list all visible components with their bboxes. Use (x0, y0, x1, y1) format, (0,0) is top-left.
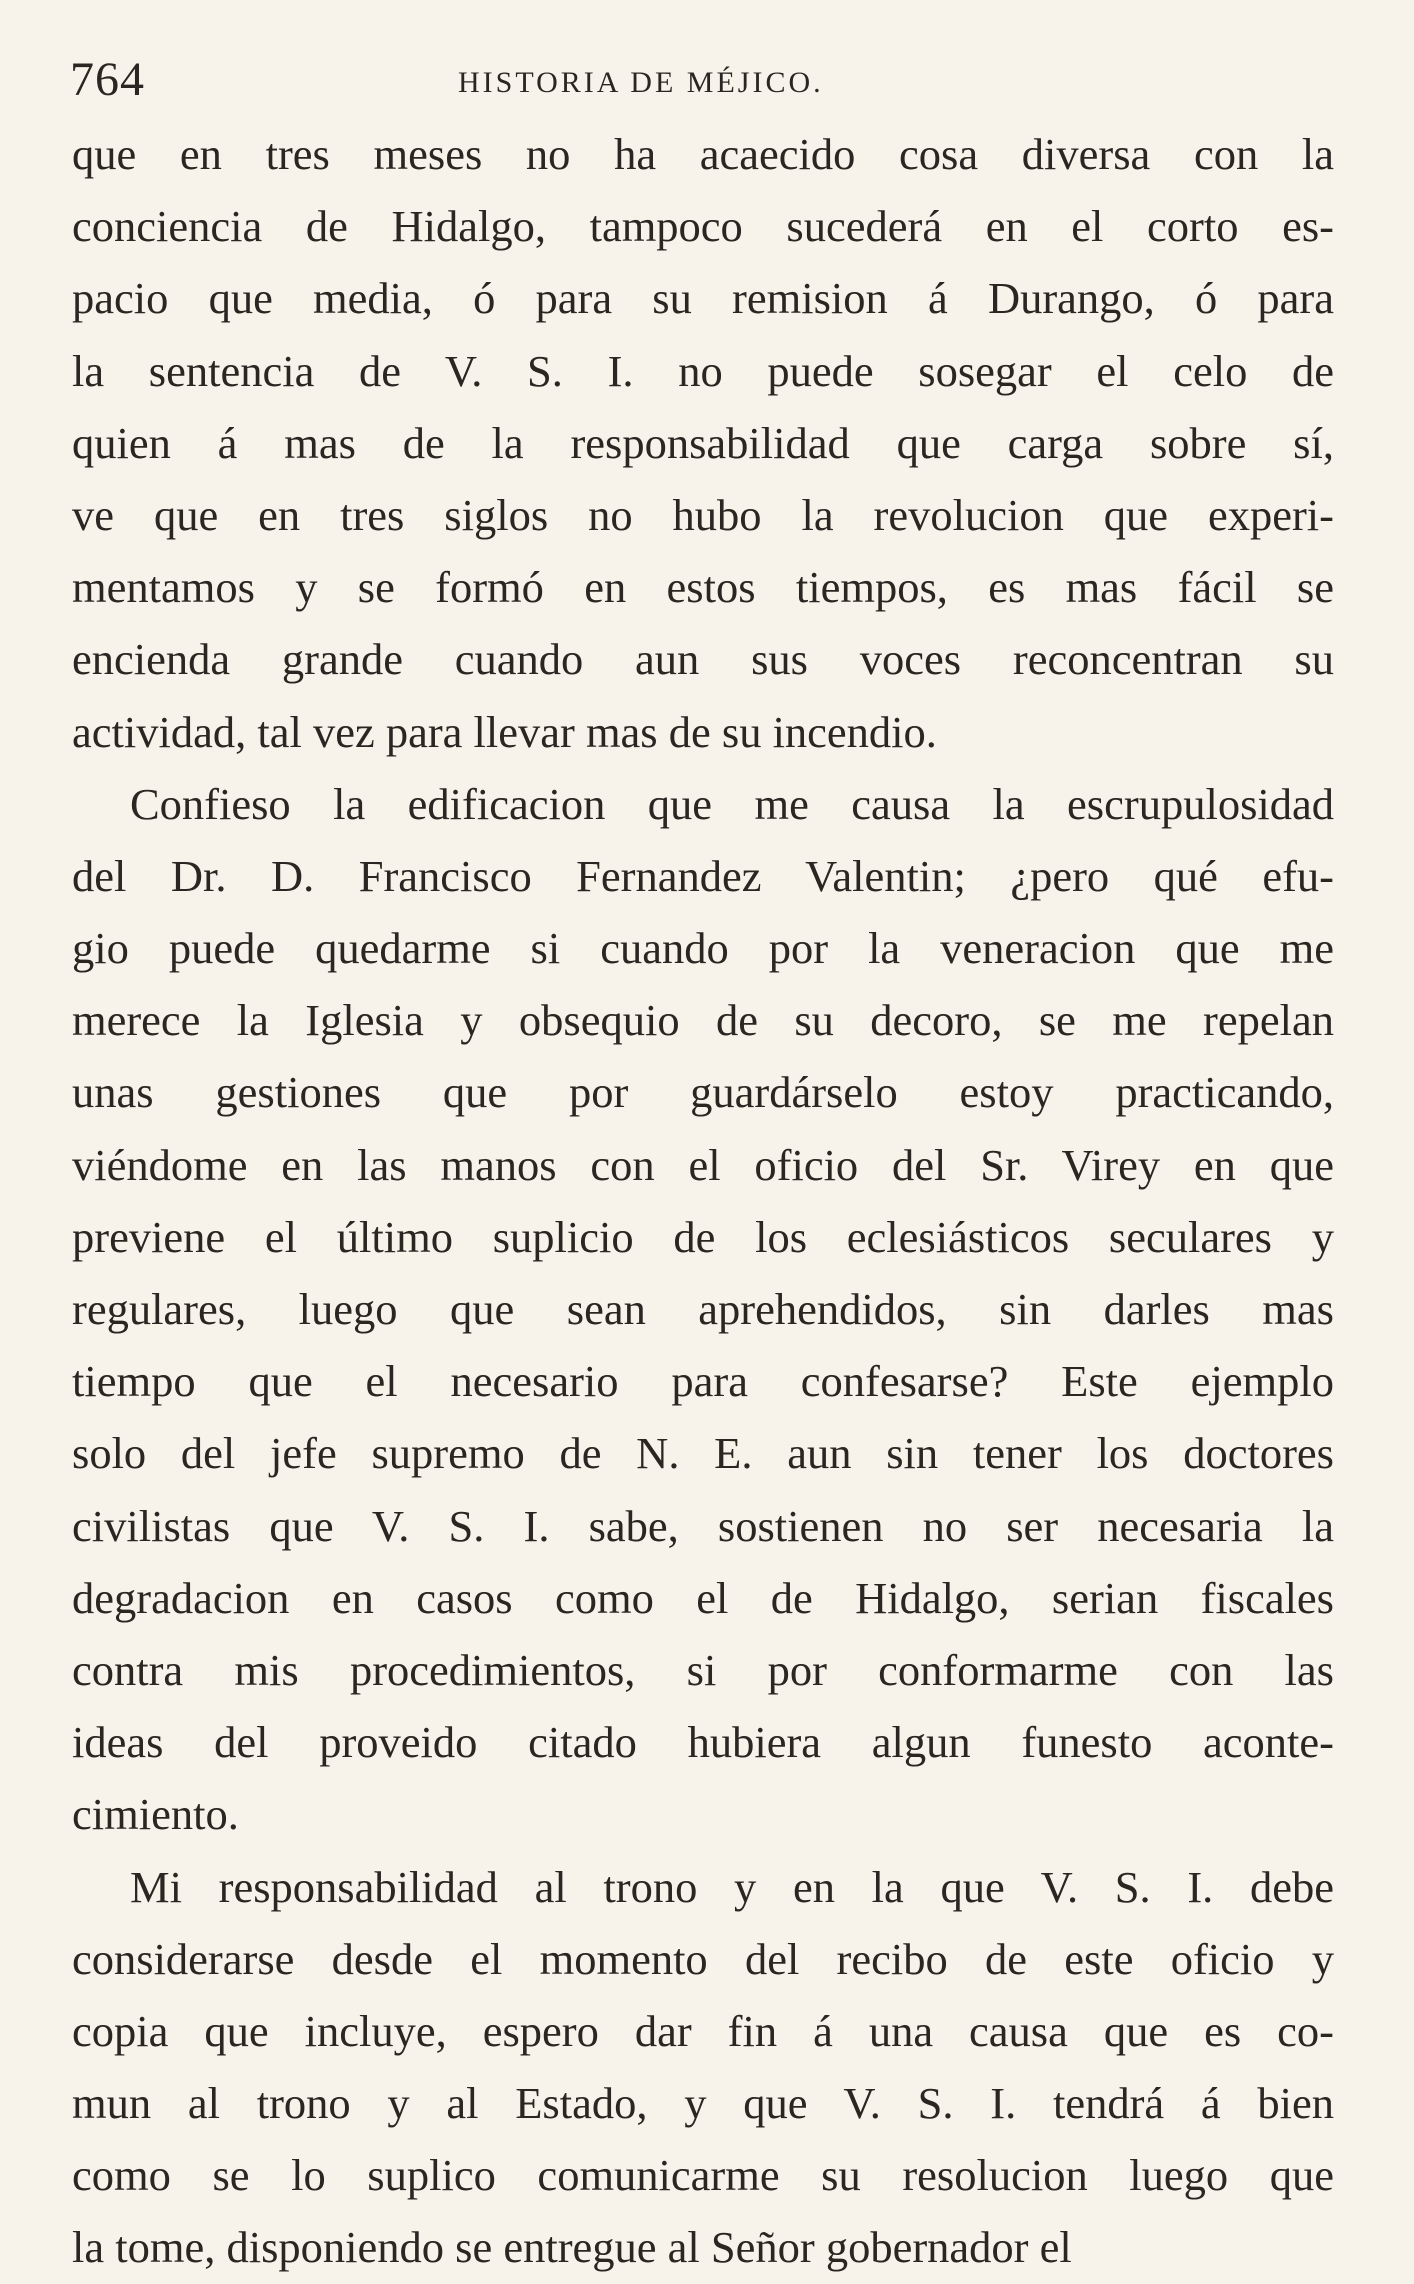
running-head: HISTORIA DE MÉJICO. (458, 66, 824, 99)
page-number: 764 (70, 53, 145, 106)
text-line: que en tres meses no ha acaecido cosa diversa con la (72, 129, 1334, 179)
body-text (72, 118, 1334, 2284)
text-line: encienda grande cuando aun sus voces reconcentran su (72, 634, 1334, 685)
text-line: del Dr. D. Francisco Fernandez Valentin; ¿pero qué efu- (72, 850, 1334, 901)
text-line: regulares, luego que sean aprehendidos, sin darles mas (72, 1284, 1334, 1334)
text-line: previene el último suplicio de los eclesiásticos seculares y (72, 1211, 1334, 1262)
text-line: Confieso la edificacion que me causa la escrupulosidad (130, 778, 1334, 829)
text-line: cimiento. (72, 1789, 239, 1840)
text-line: como se lo suplico comunicarme su resolucion luego que (72, 2150, 1334, 2201)
text-line: gio puede quedarme si cuando por la veneracion que me (72, 923, 1334, 974)
text-line: ideas del proveido citado hubiera algun funesto aconte- (72, 1717, 1334, 1768)
page-header (70, 52, 1340, 122)
text-line: contra mis procedimientos, si por conformarme con las (72, 1644, 1334, 1695)
text-line: civilistas que V. S. I. sabe, sostienen no ser necesaria la (72, 1500, 1334, 1551)
text-line: conciencia de Hidalgo, tampoco sucederá en el corto es- (72, 201, 1334, 252)
paragraph (72, 768, 1334, 1851)
text-line: merece la Iglesia y obsequio de su decoro, se me repelan (72, 995, 1334, 1046)
text-line: la tome, disponiendo se entregue al Señor gobernador el (72, 2222, 1072, 2273)
text-line: mun al trono y al Estado, y que V. S. I. tendrá á bien (72, 2078, 1334, 2129)
text-line: quien á mas de la responsabilidad que carga sobre sí, (72, 417, 1334, 468)
text-line: tiempo que el necesario para confesarse? Este ejemplo (72, 1356, 1334, 1407)
text-line: considerarse desde el momento del recibo de este oficio y (72, 1933, 1334, 1984)
text-line: mentamos y se formó en estos tiempos, es mas fácil se (72, 562, 1334, 613)
paragraph (72, 1851, 1334, 2284)
paragraph (72, 118, 1334, 768)
text-line: degradacion en casos como el de Hidalgo, serian fiscales (72, 1572, 1334, 1623)
text-line: la sentencia de V. S. I. no puede sosegar el celo de (72, 345, 1334, 396)
text-line: viéndome en las manos con el oficio del Sr. Virey en que (72, 1139, 1334, 1190)
text-line: actividad, tal vez para llevar mas de su incendio. (72, 706, 937, 757)
text-line: ve que en tres siglos no hubo la revolucion que experi- (72, 489, 1334, 540)
text-line: solo del jefe supremo de N. E. aun sin tener los doctores (72, 1428, 1334, 1479)
text-line: pacio que media, ó para su remision á Durango, ó para (72, 273, 1334, 324)
text-line: Mi responsabilidad al trono y en la que V. S. I. debe (130, 1861, 1334, 1912)
text-line: copia que incluye, espero dar fin á una causa que es co- (72, 2005, 1334, 2056)
text-line: unas gestiones que por guardárselo estoy practicando, (72, 1067, 1334, 1118)
